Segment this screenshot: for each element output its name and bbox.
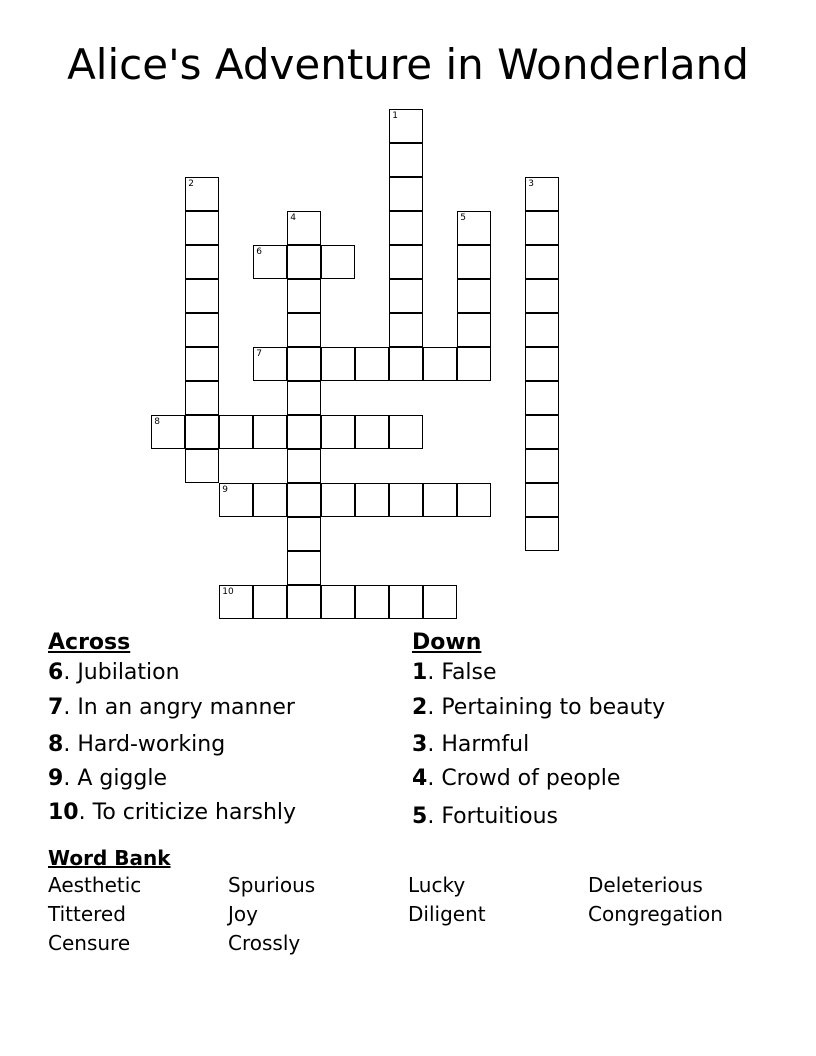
grid-cell[interactable]: [389, 313, 423, 347]
grid-cell[interactable]: [321, 585, 355, 619]
clue-number: 10: [48, 800, 79, 825]
grid-cell[interactable]: [321, 415, 355, 449]
grid-cell[interactable]: [253, 483, 287, 517]
across-heading: Across: [48, 630, 131, 655]
grid-cell[interactable]: [219, 483, 253, 517]
grid-cell[interactable]: [389, 483, 423, 517]
word-bank-word: Lucky: [408, 873, 466, 897]
grid-cell[interactable]: [219, 415, 253, 449]
word-bank-word: Spurious: [228, 873, 316, 897]
clue-text: Jubilation: [77, 660, 180, 685]
clue-number: 3: [412, 732, 428, 757]
grid-cell[interactable]: [287, 585, 321, 619]
clue-number: 7: [256, 349, 262, 360]
page-title: Alice's Adventure in Wonderland: [67, 40, 749, 89]
grid-cell[interactable]: [457, 245, 491, 279]
word-bank-word: Censure: [48, 931, 131, 955]
grid-cell[interactable]: [389, 585, 423, 619]
grid-cell[interactable]: [389, 415, 423, 449]
grid-cell[interactable]: [389, 245, 423, 279]
down-heading: Down: [412, 630, 482, 655]
clue-number: 5: [412, 804, 428, 829]
clue-number: 4: [290, 213, 296, 224]
grid-cell[interactable]: [287, 415, 321, 449]
grid-cell[interactable]: [185, 415, 219, 449]
across-clue: 7. In an angry manner: [48, 695, 295, 720]
clue-number: 10: [222, 587, 234, 598]
across-clue: 9. A giggle: [48, 766, 168, 791]
grid-cell[interactable]: [287, 551, 321, 585]
grid-cell[interactable]: [355, 585, 389, 619]
grid-cell[interactable]: [321, 245, 355, 279]
clue-text: In an angry manner: [77, 695, 295, 720]
grid-cell[interactable]: [457, 279, 491, 313]
grid-cell[interactable]: [219, 585, 253, 619]
grid-cell[interactable]: [287, 483, 321, 517]
grid-cell[interactable]: [321, 483, 355, 517]
grid-cell[interactable]: [287, 211, 321, 245]
word-bank-word: Tittered: [48, 902, 126, 926]
clue-number: 7: [48, 695, 64, 720]
grid-cell[interactable]: [525, 177, 559, 211]
grid-cell[interactable]: [355, 415, 389, 449]
clue-number: 2: [412, 695, 428, 720]
clue-text: Harmful: [441, 732, 530, 757]
word-bank-heading: Word Bank: [48, 846, 171, 870]
clue-number: 8: [48, 732, 64, 757]
grid-cell[interactable]: [253, 415, 287, 449]
grid-cell[interactable]: [253, 347, 287, 381]
grid-cell[interactable]: [457, 483, 491, 517]
across-clue: 10. To criticize harshly: [48, 800, 297, 825]
grid-cell[interactable]: [389, 177, 423, 211]
grid-cell[interactable]: [525, 313, 559, 347]
clue-text: To criticize harshly: [92, 800, 297, 825]
grid-cell[interactable]: [525, 415, 559, 449]
down-clue: 3. Harmful: [412, 732, 530, 757]
word-bank-word: Aesthetic: [48, 873, 142, 897]
clue-text: False: [441, 660, 497, 685]
grid-cell[interactable]: [185, 449, 219, 483]
across-clue: 8. Hard-working: [48, 732, 226, 757]
grid-cell[interactable]: [185, 211, 219, 245]
grid-cell[interactable]: [423, 585, 457, 619]
word-bank-word: Deleterious: [588, 873, 703, 897]
word-bank-word: Joy: [228, 902, 258, 926]
grid-cell[interactable]: [355, 347, 389, 381]
grid-cell[interactable]: [253, 585, 287, 619]
across-clue: 6. Jubilation: [48, 660, 180, 685]
clue-number: 6: [48, 660, 64, 685]
clue-number: 3: [528, 179, 534, 190]
clue-number: 5: [460, 213, 466, 224]
grid-cell[interactable]: [389, 211, 423, 245]
grid-cell[interactable]: [321, 347, 355, 381]
clue-text: Hard-working: [77, 732, 226, 757]
grid-cell[interactable]: [525, 381, 559, 415]
clue-number: 1: [412, 660, 428, 685]
grid-cell[interactable]: [525, 245, 559, 279]
down-clue: 5. Fortuitious: [412, 804, 558, 829]
grid-cell[interactable]: [525, 483, 559, 517]
grid-cell[interactable]: [389, 143, 423, 177]
clue-number: 9: [222, 485, 228, 496]
grid-cell[interactable]: [287, 313, 321, 347]
grid-cell[interactable]: [457, 313, 491, 347]
grid-cell[interactable]: [389, 279, 423, 313]
grid-cell[interactable]: [185, 279, 219, 313]
grid-cell[interactable]: [525, 211, 559, 245]
grid-cell[interactable]: [185, 177, 219, 211]
grid-cell[interactable]: [287, 279, 321, 313]
grid-cell[interactable]: [185, 347, 219, 381]
grid-cell[interactable]: [253, 245, 287, 279]
grid-cell[interactable]: [185, 381, 219, 415]
clue-number: 1: [392, 111, 398, 122]
grid-cell[interactable]: [423, 483, 457, 517]
down-clue: 1. False: [412, 660, 497, 685]
grid-cell[interactable]: [525, 449, 559, 483]
grid-cell[interactable]: [355, 483, 389, 517]
grid-cell[interactable]: [389, 109, 423, 143]
grid-cell[interactable]: [423, 347, 457, 381]
grid-cell[interactable]: [287, 245, 321, 279]
clue-text: Fortuitious: [441, 804, 558, 829]
down-clue: 2. Pertaining to beauty: [412, 695, 666, 720]
grid-cell[interactable]: [457, 211, 491, 245]
grid-cell[interactable]: [287, 381, 321, 415]
word-bank-word: Diligent: [408, 902, 486, 926]
clue-number: 8: [154, 417, 160, 428]
down-clue: 4. Crowd of people: [412, 766, 621, 791]
grid-cell[interactable]: [151, 415, 185, 449]
grid-cell[interactable]: [525, 279, 559, 313]
clue-number: 2: [188, 179, 194, 190]
clue-number: 4: [412, 766, 428, 791]
clue-text: Pertaining to beauty: [441, 695, 666, 720]
word-bank-word: Congregation: [588, 902, 723, 926]
word-bank-word: Crossly: [228, 931, 301, 955]
grid-cell[interactable]: [457, 347, 491, 381]
grid-cell[interactable]: [389, 347, 423, 381]
grid-cell[interactable]: [185, 313, 219, 347]
clue-text: Crowd of people: [441, 766, 621, 791]
grid-cell[interactable]: [525, 347, 559, 381]
grid-cell[interactable]: [287, 449, 321, 483]
grid-cell[interactable]: [185, 245, 219, 279]
clue-number: 6: [256, 247, 262, 258]
clue-text: A giggle: [77, 766, 168, 791]
grid-cell[interactable]: [287, 517, 321, 551]
grid-cell[interactable]: [525, 517, 559, 551]
grid-cell[interactable]: [287, 347, 321, 381]
clue-number: 9: [48, 766, 64, 791]
